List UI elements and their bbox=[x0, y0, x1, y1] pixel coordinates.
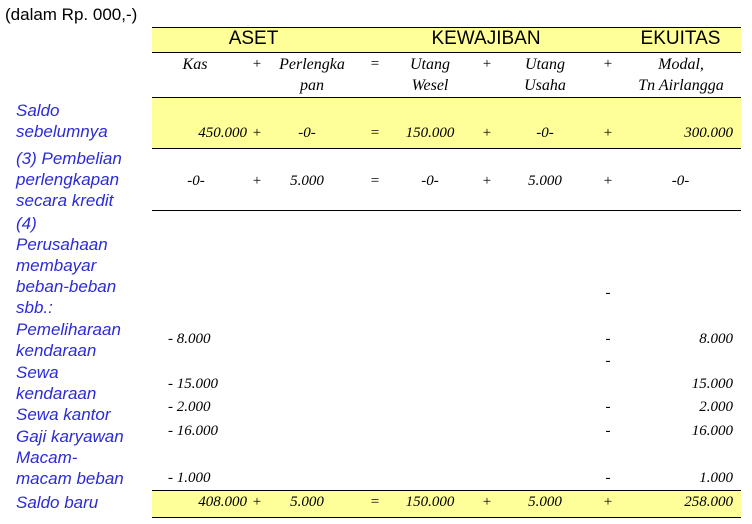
row-label-saldo-sebelumnya: Saldo sebelumnya bbox=[16, 101, 108, 141]
plus-sign: + bbox=[603, 494, 613, 510]
plus-sign: + bbox=[603, 125, 613, 141]
row-label-sewa-kantor: Sewa kantor bbox=[16, 405, 111, 424]
col-modal: Modal, Tn Airlangga bbox=[638, 56, 724, 94]
modal-value: 2.000 bbox=[699, 399, 733, 415]
equals-sign: = bbox=[370, 494, 380, 510]
kas-value: -0- bbox=[187, 173, 205, 189]
kas-value: - 2.000 bbox=[168, 399, 211, 415]
row-label-gaji: Gaji karyawan bbox=[16, 427, 124, 446]
plus-sign: + bbox=[252, 125, 262, 141]
perlengkapan-value: 5.000 bbox=[290, 173, 324, 189]
group-ekuitas: EKUITAS bbox=[640, 28, 721, 49]
perlengkapan-value: -0- bbox=[298, 125, 316, 141]
group-kewajiban: KEWAJIBAN bbox=[431, 28, 541, 49]
col-utang-usaha: Utang Usaha bbox=[524, 56, 566, 94]
modal-value: 300.000 bbox=[684, 125, 733, 141]
utang-wesel-value: 150.000 bbox=[405, 494, 455, 510]
plus-sign: + bbox=[252, 494, 262, 510]
modal-value: -0- bbox=[671, 173, 690, 189]
row-label-beban: (4) Perusahaan membayar beban-beban sbb.: bbox=[16, 214, 117, 317]
minus-sign: - bbox=[605, 285, 611, 301]
row-label-saldo-baru: Saldo baru bbox=[16, 493, 99, 512]
kas-value: - 1.000 bbox=[168, 470, 211, 486]
header-plus: + bbox=[603, 56, 613, 72]
equals-sign: = bbox=[370, 173, 380, 189]
group-aset: ASET bbox=[228, 28, 279, 49]
minus-sign: - bbox=[605, 470, 611, 486]
minus-sign: - bbox=[605, 423, 611, 439]
col-perlengkapan: Perlengka pan bbox=[279, 56, 345, 94]
utang-usaha-value: 5.000 bbox=[528, 173, 562, 189]
kas-value: - 8.000 bbox=[168, 331, 211, 347]
col-kas: Kas bbox=[182, 56, 208, 73]
plus-sign: + bbox=[603, 173, 613, 189]
plus-sign: + bbox=[482, 173, 492, 189]
col-utang-wesel: Utang Wesel bbox=[410, 56, 450, 94]
row-divider bbox=[152, 210, 741, 211]
plus-sign: + bbox=[482, 125, 492, 141]
kas-value: - 16.000 bbox=[168, 423, 218, 439]
minus-sign: - bbox=[605, 399, 611, 415]
utang-wesel-value: -0- bbox=[421, 173, 439, 189]
header-plus: + bbox=[482, 56, 492, 72]
header-equals: = bbox=[370, 56, 380, 72]
kas-value: 450.000 bbox=[198, 125, 247, 141]
row-label-pembelian: (3) Pembelian perlengkapan secara kredit bbox=[16, 149, 122, 210]
row-label-pemeliharaan: Pemeliharaan kendaraan bbox=[16, 320, 121, 360]
modal-value: 15.000 bbox=[691, 376, 733, 392]
modal-value: 258.000 bbox=[684, 494, 733, 510]
row-label-sewa-kendaraan: Sewa kendaraan bbox=[16, 363, 97, 403]
modal-value: 1.000 bbox=[699, 470, 733, 486]
kas-value: 408.000 bbox=[198, 494, 247, 510]
equals-sign: = bbox=[370, 125, 380, 141]
utang-usaha-value: -0- bbox=[536, 125, 554, 141]
header-plus: + bbox=[252, 56, 262, 72]
utang-wesel-value: 150.000 bbox=[405, 125, 455, 141]
perlengkapan-value: 5.000 bbox=[290, 494, 324, 510]
row-label-macam: Macam- macam beban bbox=[16, 448, 124, 488]
plus-sign: + bbox=[482, 494, 492, 510]
minus-sign: - bbox=[605, 331, 611, 347]
plus-sign: + bbox=[252, 173, 262, 189]
minus-sign: - bbox=[605, 353, 611, 369]
modal-value: 8.000 bbox=[699, 331, 733, 347]
unit-note: (dalam Rp. 000,-) bbox=[5, 5, 138, 24]
kas-value: - 15.000 bbox=[168, 376, 218, 392]
modal-value: 16.000 bbox=[691, 423, 733, 439]
utang-usaha-value: 5.000 bbox=[528, 494, 562, 510]
